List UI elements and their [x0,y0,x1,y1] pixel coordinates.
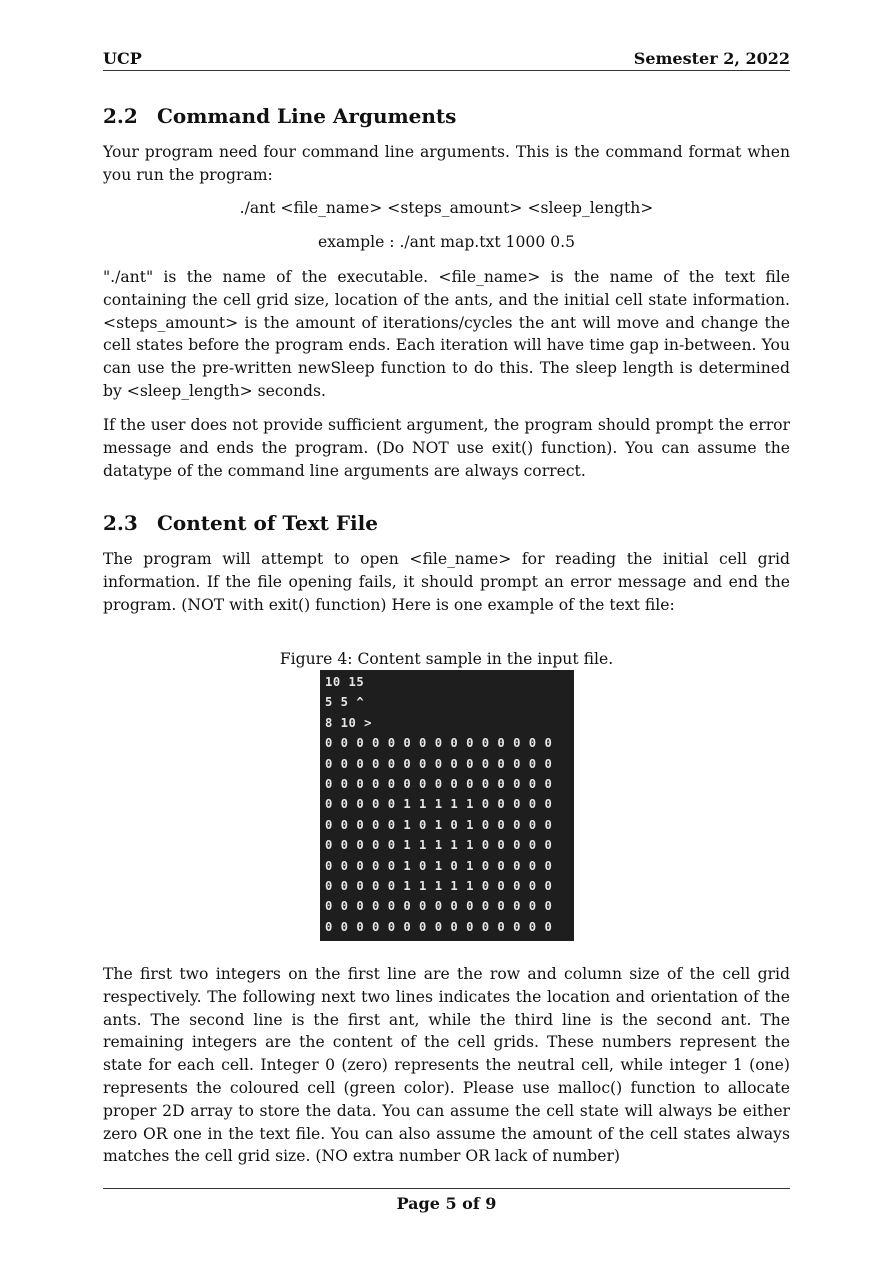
section-heading-2-2 [103,104,456,128]
file-line: 0 0 0 0 0 1 1 1 1 1 0 0 0 0 0 [325,838,553,853]
file-line: 0 0 0 0 0 1 0 1 0 1 0 0 0 0 0 [325,858,553,873]
file-line: 8 10 > [325,715,373,730]
running-header [103,48,790,71]
text-file-explanation: The first two integers on the first line are the row and column size of the cell grid respectively. The following next two lines indicates the location and orientation of the ants. The second line is the first ant, while the third line is the second ant. The remaining integers are the content of the cell grids. These numbers represent the state for each cell. Integer 0 (zero) represents the neutral cell, while integer 1 (one) represents the coloured cell (green color). Please use malloc() function to allocate proper 2D array to store the data. You can assume the cell state will always be either zero OR one in the text file. You can also assume the amount of the cell states always matches the cell grid size. (NO extra number OR lack of number) [103,965,790,1166]
file-line: 0 0 0 0 0 1 1 1 1 1 0 0 0 0 0 [325,797,553,812]
section-heading-2-3 [103,511,378,535]
section-title: Content of Text File [157,511,378,535]
figure-caption: Figure 4: Content sample in the input file. [279,650,614,668]
file-line: 10 15 [325,675,365,689]
page-number: Page 5 of 9 [396,1194,497,1213]
command-args-explanation: "./ant" is the name of the executable. <file_name> is the name of the text file containing the cell grid size, location of the ants, and the initial cell state information. <steps_amount> is the amount of iterations/cycles the ant will move and change the cell states before the program ends. Each iteration will have time gap in-between. You can use the pre-written newSleep function to do this. The sleep length is determined by <sleep_length> seconds. [103,268,790,400]
header-right: Semester 2, 2022 [633,49,790,68]
file-line: 0 0 0 0 0 1 1 1 1 1 0 0 0 0 0 [325,878,553,893]
command-format: ./ant <file_name> <steps_amount> <sleep_length> [239,199,654,217]
file-line: 5 5 ^ [325,695,365,710]
command-example: example : ./ant map.txt 1000 0.5 [318,233,575,251]
footer-rule [103,1188,790,1189]
file-line: 0 0 0 0 0 0 0 0 0 0 0 0 0 0 0 [325,756,553,771]
file-line: 0 0 0 0 0 0 0 0 0 0 0 0 0 0 0 [325,776,553,791]
section-title: Command Line Arguments [157,104,457,128]
header-left: UCP [103,49,142,68]
file-line: 0 0 0 0 0 0 0 0 0 0 0 0 0 0 0 [325,736,553,751]
document-page [103,0,790,1267]
insufficient-args-note: If the user does not provide sufficient argument, the program should prompt the error message and ends the program. (Do NOT use exit() function). You can assume the datatype of the command line arguments are always correct. [103,416,790,480]
file-line: 0 0 0 0 0 0 0 0 0 0 0 0 0 0 0 [325,899,553,914]
command-args-intro: Your program need four command line arguments. This is the command format when you run the program: [103,143,790,184]
file-line: 0 0 0 0 0 0 0 0 0 0 0 0 0 0 0 [325,919,553,934]
input-file-sample [320,670,574,941]
file-line: 0 0 0 0 0 1 0 1 0 1 0 0 0 0 0 [325,817,553,832]
section-number: 2.2 [103,104,138,128]
section-number: 2.3 [103,511,138,535]
text-file-intro: The program will attempt to open <file_name> for reading the initial cell grid information. If the file opening fails, it should prompt an error message and end the program. (NOT with exit() function) Here is one example of the text file: [103,550,790,614]
